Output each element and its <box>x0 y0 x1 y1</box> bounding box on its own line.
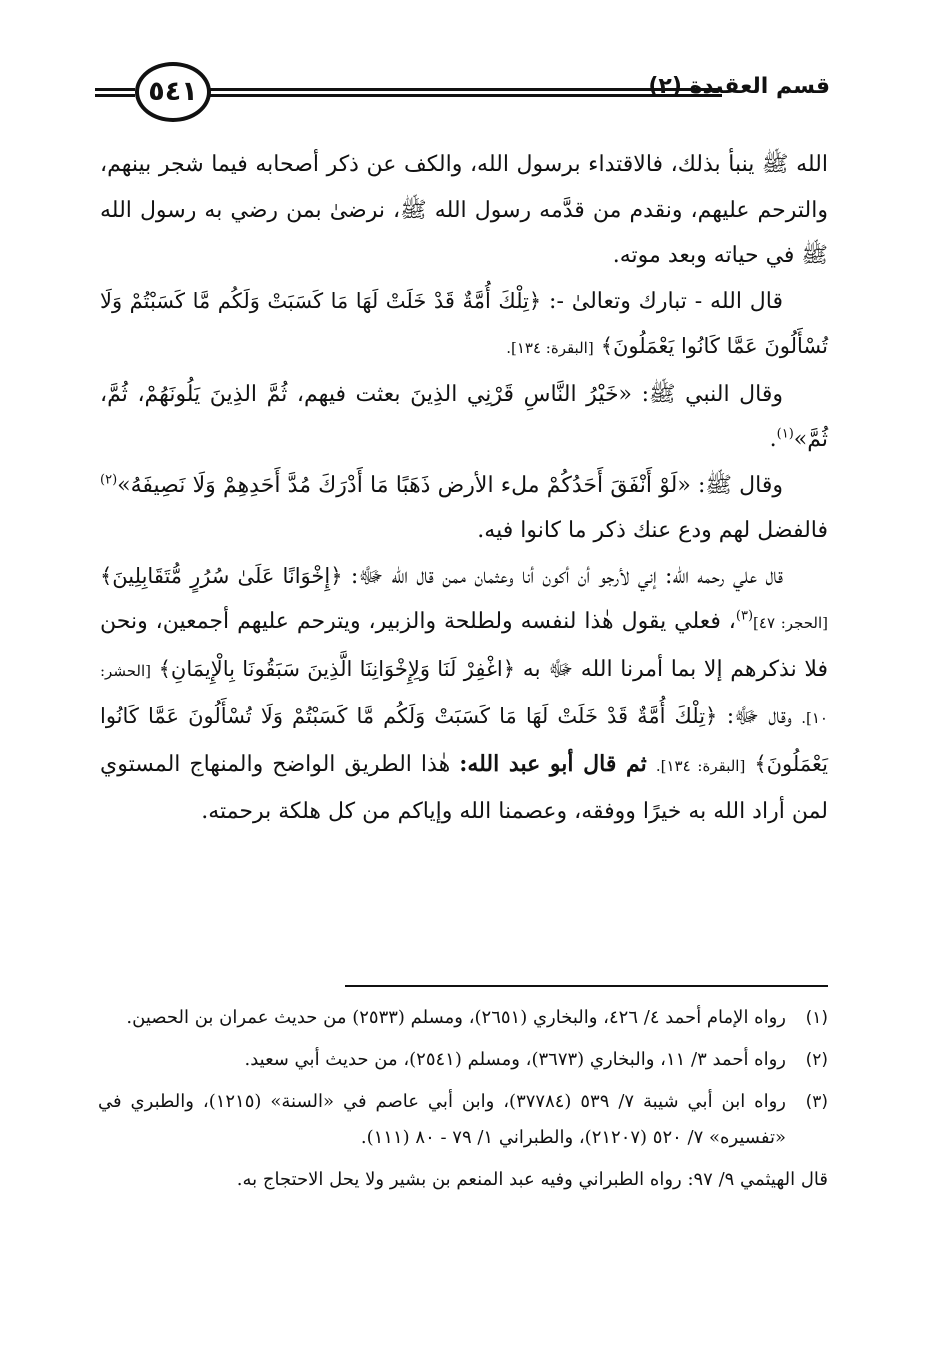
footnote-marker: (٣) <box>735 608 754 624</box>
paragraph-4 <box>100 463 828 554</box>
paragraph-3 <box>100 372 828 463</box>
verse-reference: [البقرة: ١٣٤]. <box>506 339 594 357</box>
paragraph-text: وقال ﷻ: <box>726 704 792 729</box>
footnote-1 <box>98 1000 828 1036</box>
paragraph-text: هٰذا الطريق الواضح والمنهاج المستوي لمن أراد الله به خيرًا ووفقه، وعصمنا الله وإياكم من كل هلكة برحمته. <box>100 751 828 824</box>
footnote-marker: (٢) <box>100 472 118 488</box>
paragraph-tail: فالفضل لهم ودع عنك ذكر ما كانوا فيه. <box>477 518 828 543</box>
verse-reference: [الحجر: ٤٧] <box>753 614 828 632</box>
footnotes <box>98 1000 828 1198</box>
quran-verse: ﴿اغْفِرْ لَنَا وَلِإِخْوَانِنَا الَّذِينَ سَبَقُونَا بِالْإِيمَانِ﴾ <box>158 656 516 681</box>
footnote-number: (١) <box>805 1008 828 1028</box>
footnote-marker: (١) <box>776 426 794 442</box>
running-title: قسم العقيدة (٢) <box>648 74 830 99</box>
page-header <box>95 58 830 128</box>
header-rule-left <box>95 88 135 97</box>
paragraph-lead: قال الله - تبارك وتعالىٰ -: <box>549 288 783 314</box>
footnote-separator <box>345 985 828 987</box>
quran-verse: ﴿تِلْكَ أُمَّةٌ قَدْ خَلَتْ لَهَا مَا كَسَبَتْ وَلَكُم مَّا كَسَبْتُمْ وَلَا تُسْأَلُونَ عَمَّا كَانُوا يَعْمَلُونَ﴾ <box>100 704 828 776</box>
footnote-number: (٢) <box>805 1050 828 1070</box>
footnote-commentary: قال الهيثمي ٩/ ٩٧: رواه الطبراني وفيه عبد المنعم بن بشير ولا يحل الاحتجاج به. <box>236 1169 828 1190</box>
quran-verse: ﴿تِلْكَ أُمَّةٌ قَدْ خَلَتْ لَهَا مَا كَسَبَتْ وَلَكُم مَّا كَسَبْتُمْ وَلَا تُسْأَلُونَ عَمَّا كَانُوا يَعْمَلُونَ﴾ <box>100 288 828 358</box>
paragraph-text: وقال النبي ﷺ: «خَيْرُ النَّاسِ قَرْنِي الذِينَ بعثت فيهم، ثُمَّ الذِينَ يَلُونَهُمْ، ثُمَّ، ثُمَّ» <box>100 381 828 452</box>
paragraph-text: وقال ﷺ: «لَوْ أَنْفَقَ أَحَدُكُمْ ملء الأرض ذَهَبًا مَا أَدْرَكَ مُدَّ أَحَدِهِمْ وَلَا نَصِيفَهُ» <box>117 472 783 498</box>
paragraph-tail: . <box>769 427 777 452</box>
paragraph-text: ، فعلي يقول هٰذا لنفسه ولطلحة والزبير، ويترحم عليهم أجمعين، ونحن فلا نذكرهم إلا بما أمرنا الله ﷻ به <box>100 609 828 682</box>
paragraph-2 <box>100 279 828 372</box>
speaker-label: ثم قال أبو عبد الله: <box>459 750 647 777</box>
paragraph-1 <box>100 142 828 279</box>
footnote-3 <box>98 1084 828 1156</box>
verse-reference: [البقرة: ١٣٤]. <box>655 756 746 775</box>
paragraph-text: قال علي رحمه الله: إني لأرجو أن أكون أنا وعثمان ممن قال الله ﷻ: <box>350 563 784 589</box>
footnote-2 <box>98 1042 828 1078</box>
main-text <box>100 142 828 835</box>
verse-reference: [الحشر: ١٠]. <box>100 661 828 727</box>
page-number: ٥٤١ <box>135 62 211 122</box>
footnote-number: (٣) <box>805 1092 828 1112</box>
header-rule-right <box>210 88 722 97</box>
footnote-text: رواه ابن أبي شيبة ٧/ ٥٣٩ (٣٧٧٨٤)، وابن أبي عاصم في «السنة» (١٢١٥)، والطبري في «تفسيره» ٧/ ٥٢٠ (٢١٢٠٧)، والطبراني ١/ ٧٩ - ٨٠ (١١١). <box>98 1091 786 1148</box>
quran-verse: ﴿إِخْوَانًا عَلَىٰ سُرُرٍ مُّتَقَابِلِينَ﴾ <box>100 563 343 588</box>
footnote-text: رواه أحمد ٣/ ١١، والبخاري (٣٦٧٣)، ومسلم (٢٥٤١)، من حديث أبي سعيد. <box>244 1049 786 1070</box>
paragraph-text: الله ﷺ ينبأ بذلك، فالاقتداء برسول الله، والكف عن ذكر أصحابه فيما شجر بينهم، والترحم عليهم، ونقدم من قدَّمه رسول الله ﷺ، نرضىٰ بمن رضي به رسول الله ﷺ في حياته وبعد موته. <box>100 152 828 268</box>
paragraph-5 <box>100 554 828 835</box>
footnote-text: رواه الإمام أحمد ٤/ ٤٢٦، والبخاري (٢٦٥١)، ومسلم (٢٥٣٣) من حديث عمران بن الحصين. <box>126 1007 786 1028</box>
